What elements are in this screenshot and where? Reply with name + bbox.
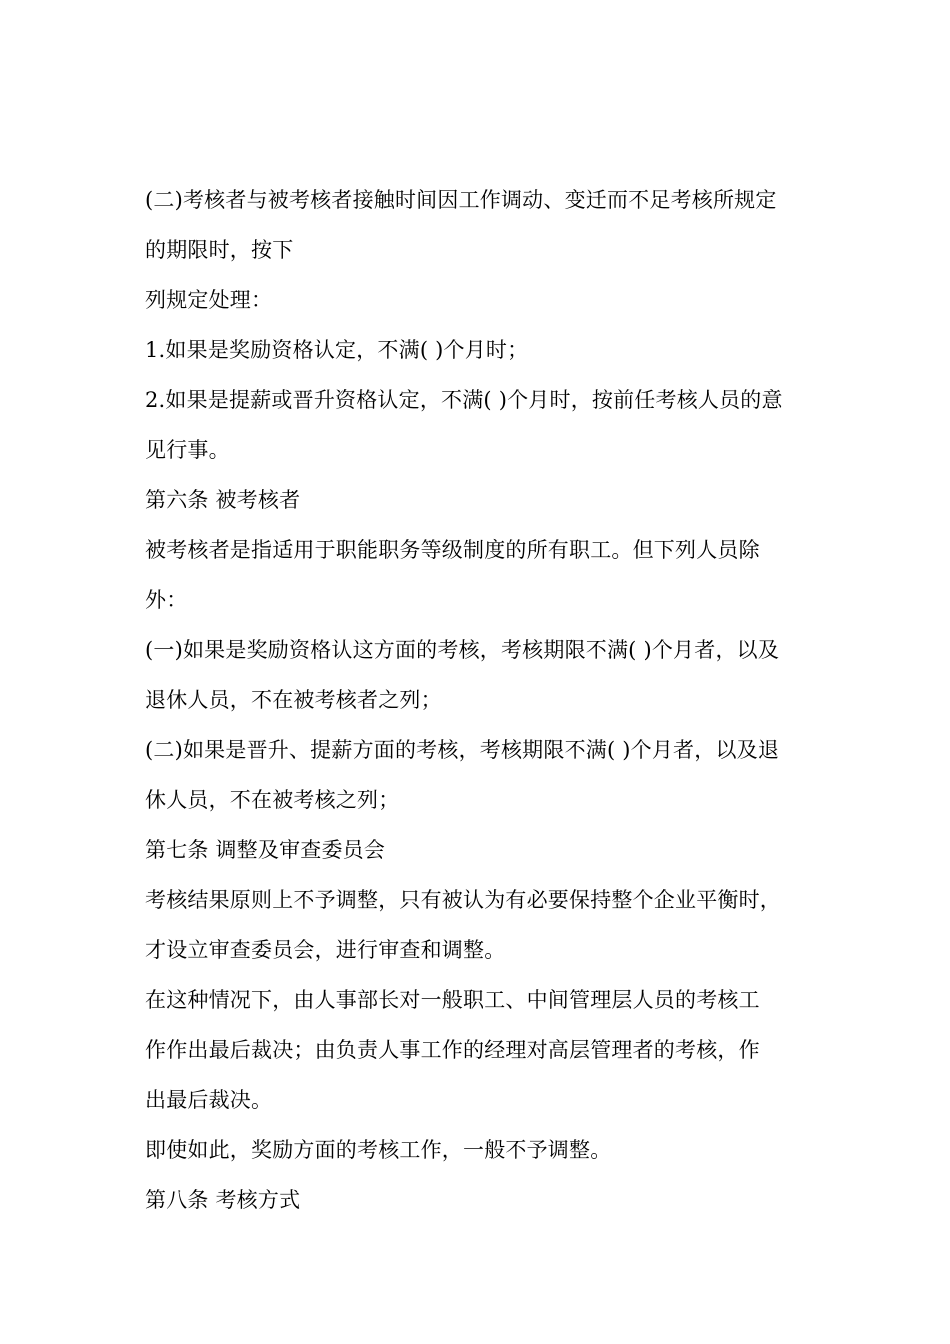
- text-line: 在这种情况下，由人事部长对一般职工、中间管理层人员的考核工: [145, 988, 760, 1012]
- text-line: 考核结果原则上不予调整，只有被认为有必要保持整个企业平衡时，: [145, 888, 781, 912]
- section-heading-article-7: 第七条 调整及审查委员会: [145, 838, 386, 862]
- text-line: 出最后裁决。: [145, 1088, 273, 1112]
- text-line: 的期限时，按下: [145, 238, 294, 262]
- text-line: 作作出最后裁决；由负责人事工作的经理对高层管理者的考核，作: [145, 1038, 760, 1062]
- text-line: 才设立审查委员会，进行审查和调整。: [145, 938, 506, 962]
- text-line: 退休人员，不在被考核者之列；: [145, 688, 442, 712]
- section-heading-article-8: 第八条 考核方式: [145, 1188, 301, 1212]
- text-line: (一)如果是奖励资格认这方面的考核，考核期限不满( )个月者，以及: [145, 638, 780, 662]
- text-line: 见行事。: [145, 438, 230, 462]
- text-line: 即使如此，奖励方面的考核工作，一般不予调整。: [145, 1138, 612, 1162]
- text-line: 2.如果是提薪或晋升资格认定，不满( )个月时，按前任考核人员的意: [145, 388, 783, 412]
- text-line: (二)如果是晋升、提薪方面的考核，考核期限不满( )个月者，以及退: [145, 738, 780, 762]
- text-line: (二)考核者与被考核者接触时间因工作调动、变迁而不足考核所规定: [145, 188, 777, 212]
- text-line: 列规定处理：: [145, 288, 273, 312]
- section-heading-article-6: 第六条 被考核者: [145, 488, 301, 512]
- text-line: 1.如果是奖励资格认定，不满( )个月时；: [145, 338, 529, 362]
- text-line: 被考核者是指适用于职能职务等级制度的所有职工。但下列人员除: [145, 538, 760, 562]
- text-line: 休人员，不在被考核之列；: [145, 788, 400, 812]
- document-body: [145, 175, 815, 1225]
- text-line: 外：: [145, 588, 188, 612]
